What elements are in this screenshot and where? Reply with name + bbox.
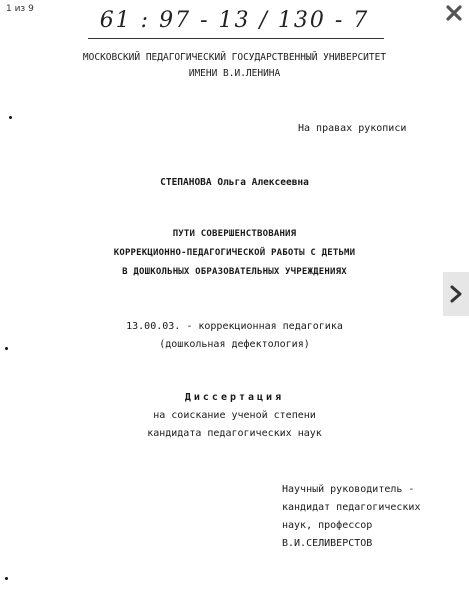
- rights-note: На правах рукописи: [298, 123, 407, 134]
- dissertation-title-line1: ПУТИ СОВЕРШЕНСТВОВАНИЯ: [172, 229, 297, 239]
- dissertation-title-line3: В ДОШКОЛЬНЫХ ОБРАЗОВАТЕЛЬНЫХ УЧРЕЖДЕНИЯХ: [122, 267, 347, 277]
- specialty-code: 13.00.03. - коррекционная педагогика: [126, 321, 343, 332]
- author-name: СТЕПАНОВА Ольга Алексеевна: [160, 177, 309, 188]
- specialty-name: (дошкольная дефектология): [159, 339, 310, 350]
- supervisor-line2: кандидат педагогических: [282, 502, 421, 513]
- handwritten-archive-code: 61 : 97 - 13 / 130 - 7: [99, 8, 370, 33]
- close-icon: [445, 4, 463, 22]
- scan-speck: [9, 116, 12, 119]
- close-button[interactable]: [443, 2, 465, 24]
- university-name: МОСКОВСКИЙ ПЕДАГОГИЧЕСКИЙ ГОСУДАРСТВЕННЫЙ УНИВЕРСИТЕТ: [82, 52, 387, 63]
- supervisor-name: В.И.СЕЛИВЕРСТОВ: [282, 538, 373, 549]
- scan-speck: [5, 347, 8, 350]
- dissertation-label: Диссертация: [184, 392, 285, 403]
- degree-line2: кандидата педагогических наук: [147, 428, 322, 439]
- university-name-line2: ИМЕНИ В.И.ЛЕНИНА: [188, 68, 281, 79]
- handwriting-underline: [88, 38, 384, 39]
- scan-speck: [5, 577, 8, 580]
- supervisor-line1: Научный руководитель -: [282, 484, 415, 495]
- dissertation-title-line2: КОРРЕКЦИОННО-ПЕДАГОГИЧЕСКОЙ РАБОТЫ С ДЕТЬМИ: [113, 248, 356, 258]
- chevron-right-icon: [449, 284, 463, 304]
- next-page-button[interactable]: [443, 272, 469, 316]
- supervisor-line3: наук, профессор: [282, 520, 373, 531]
- degree-line1: на соискание ученой степени: [153, 410, 316, 421]
- page-counter: 1 из 9: [6, 4, 34, 14]
